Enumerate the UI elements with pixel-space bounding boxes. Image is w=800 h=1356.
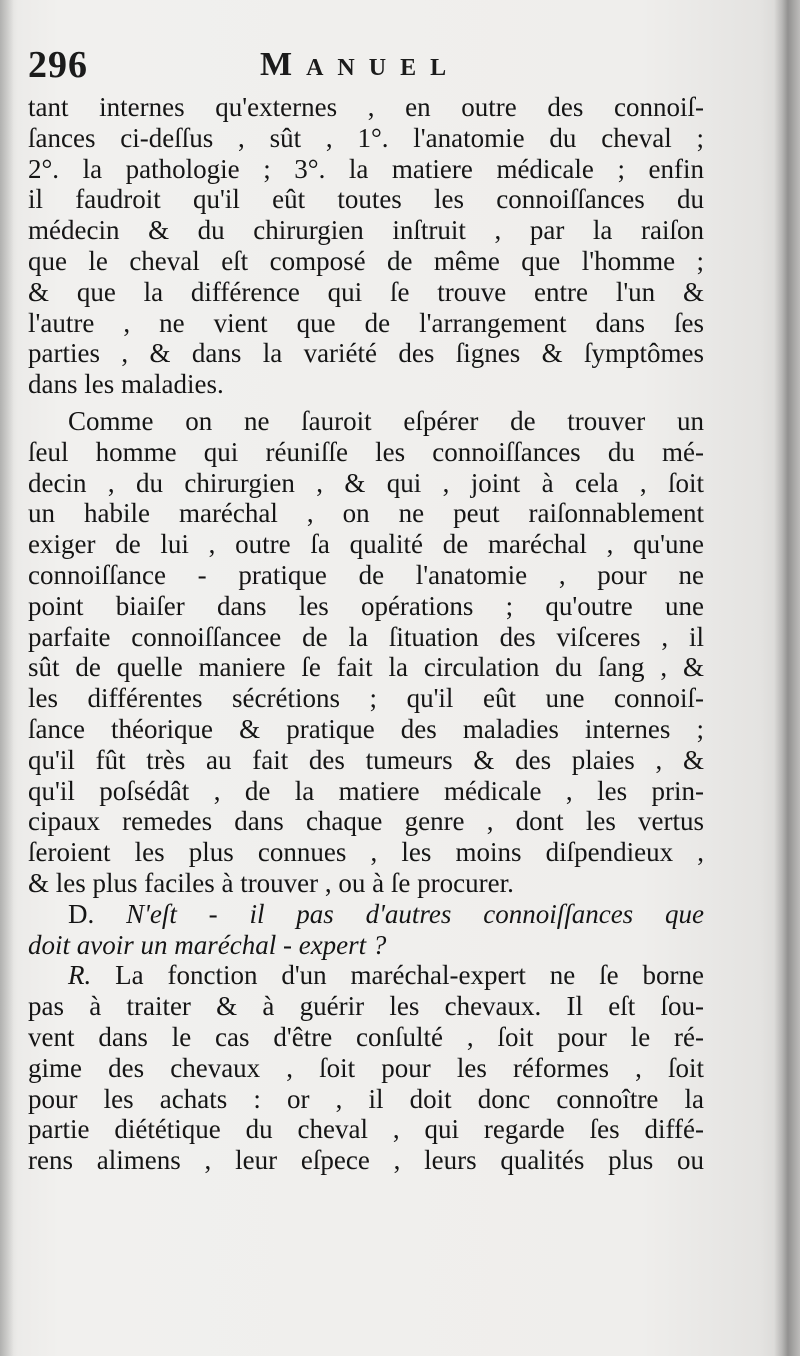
text-line: connoiſſance - pratique de l'anatomie , pour ne (28, 559, 704, 590)
text-line: 2°. la pathologie ; 3°. la matiere médicale ; enfin (28, 153, 704, 184)
text-line: qu'il fût très au fait des tumeurs & des plaies , & (28, 744, 704, 775)
text-line: sût de quelle maniere ſe fait la circulation du ſang , & (28, 652, 704, 683)
question-text: N'eſt - il pas d'autres connoiſſances que (126, 898, 704, 929)
text-line: ſances ci-deſſus , sût , 1°. l'anatomie du cheval ; (28, 122, 704, 153)
text-line: un habile maréchal , on ne peut raiſonnablement (28, 498, 704, 529)
text-line: cipaux remedes dans chaque genre , dont les vertus (28, 806, 704, 837)
body-text (28, 92, 704, 1176)
page-number: 296 (28, 44, 88, 86)
text-line: les différentes sécrétions ; qu'il eût une connoiſ- (28, 683, 704, 714)
text-line: qu'il poſsédât , de la matiere médicale , les prin- (28, 775, 704, 806)
paragraph-2 (28, 406, 704, 899)
text-line: decin , du chirurgien , & qui , joint à cela , ſoit (28, 467, 704, 498)
text-line: parties , & dans la variété des ſignes & ſymptômes (28, 338, 704, 369)
text-line: l'autre , ne vient que de l'arrangement dans ſes (28, 307, 704, 338)
answer-speaker: R. (68, 960, 92, 991)
text-line: & les plus faciles à trouver , ou à ſe procurer. (28, 867, 514, 898)
answer-line (28, 960, 704, 991)
page-binding-shadow (774, 0, 800, 1356)
answer-line: vent dans le cas d'être conſulté , ſoit pour le ré- (28, 1021, 704, 1052)
text-line: Comme on ne ſauroit eſpérer de trouver un (68, 405, 704, 436)
question-paragraph (28, 899, 704, 961)
question-line: doit avoir un maréchal - expert ? (28, 929, 387, 960)
text-line: parfaite connoiſſancee de la ſituation des viſceres , il (28, 621, 704, 652)
text-line: ſeroient les plus connues , les moins diſpendieux , (28, 837, 704, 868)
answer-paragraph (28, 960, 704, 1176)
page-header (28, 40, 708, 90)
answer-line: pour les achats : or , il doit donc connoître la (28, 1083, 704, 1114)
text-line: tant internes qu'externes , en outre des connoiſ- (28, 92, 704, 122)
text-line: point biaiſer dans les opérations ; qu'outre une (28, 590, 704, 621)
text-line: que le cheval eſt composé de même que l'homme ; (28, 245, 704, 276)
running-title: Manuel (260, 46, 461, 83)
answer-line: gime des chevaux , ſoit pour les réformes , ſoit (28, 1052, 704, 1083)
paragraph-1 (28, 92, 704, 400)
text-line: ſance théorique & pratique des maladies internes ; (28, 713, 704, 744)
text-line: il faudroit qu'il eût toutes les connoiſſances du (28, 184, 704, 215)
text-line: ſeul homme qui réuniſſe les connoiſſances du mé- (28, 436, 704, 467)
answer-text: La fonction d'un maréchal-expert ne ſe borne (115, 960, 704, 991)
text-line: médecin & du chirurgien inſtruit , par la raiſon (28, 215, 704, 246)
question-speaker: D. (68, 898, 95, 929)
text-line: exiger de lui , outre ſa qualité de maréchal , qu'une (28, 529, 704, 560)
answer-line: rens alimens , leur eſpece , leurs qualités plus ou (28, 1145, 704, 1176)
page-left-shadow (0, 0, 14, 1356)
answer-line: partie diététique du cheval , qui regarde ſes diffé- (28, 1114, 704, 1145)
answer-line: pas à traiter & à guérir les chevaux. Il eſt ſou- (28, 991, 704, 1022)
text-line: & que la différence qui ſe trouve entre l'un & (28, 276, 704, 307)
text-line: dans les maladies. (28, 369, 224, 400)
question-line (28, 899, 704, 930)
